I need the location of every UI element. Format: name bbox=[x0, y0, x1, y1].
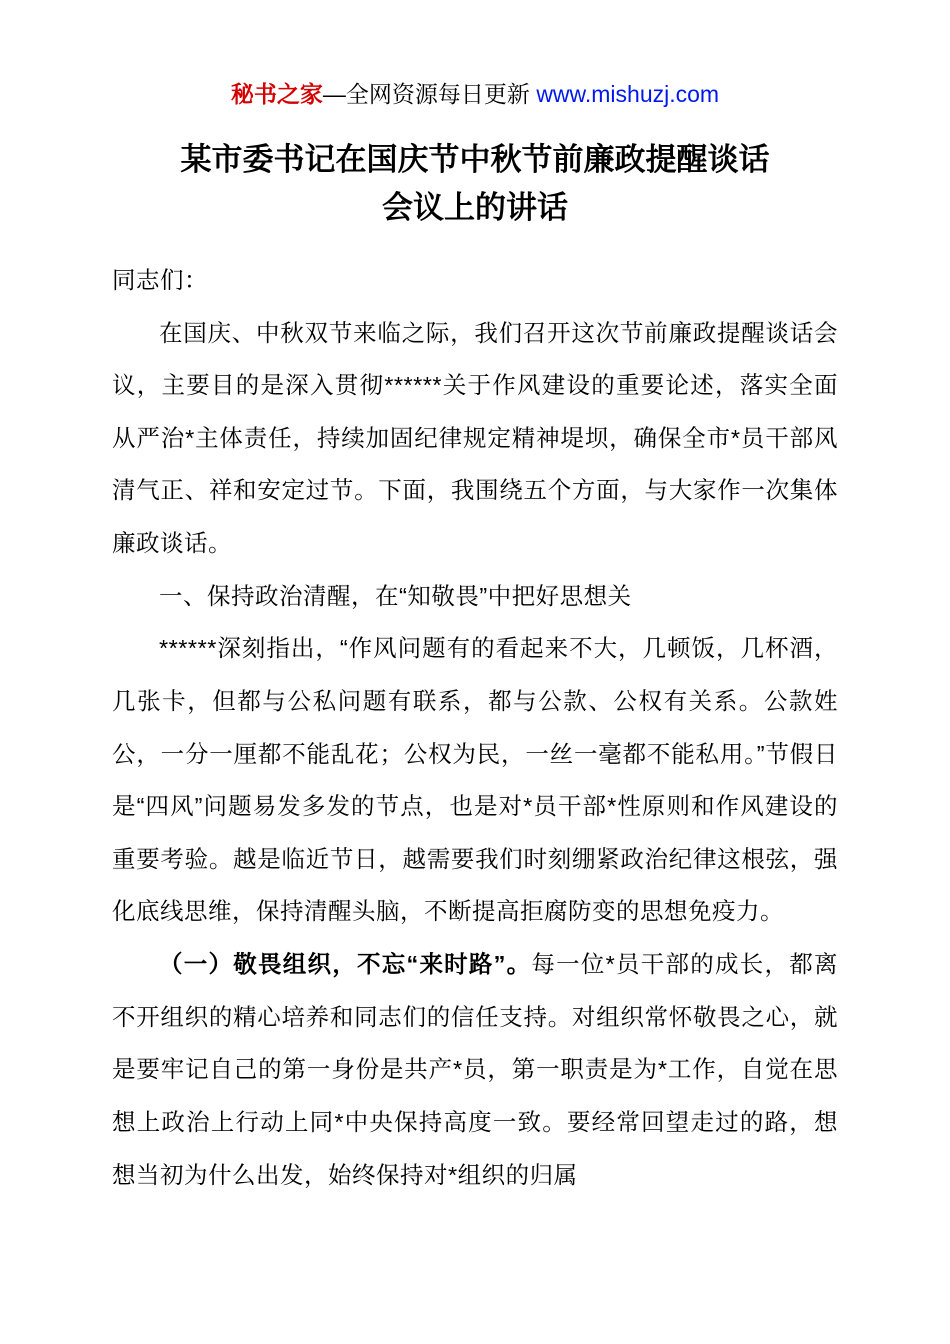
site-tagline: —全网资源每日更新 bbox=[322, 81, 537, 107]
subsection-1-lead: （一）敬畏组织，不忘“来时路”。 bbox=[159, 951, 532, 978]
document-title: 某市委书记在国庆节中秋节前廉政提醒谈话会议上的讲话 bbox=[180, 141, 770, 225]
site-header bbox=[112, 80, 838, 110]
paragraph-subsection-1 bbox=[112, 938, 838, 1201]
paragraph-quote: ******深刻指出，“作风问题有的看起来不大，几顿饭，几杯酒，几张卡，但都与公私问题有联系，都与公款、公权有关系。公款姓公，一分一厘都不能乱花；公权为民，一丝一毫都不能私用。”节假日是“四风”问题易发多发的节点，也是对*员干部*性原则和作风建设的重要考验。越是临近节日，越需要我们时刻绷紧政治纪律这根弦，强化底线思维，保持清醒头脑，不断提高拒腐防变的思想免疫力。 bbox=[112, 635, 838, 925]
paragraph-opening: 在国庆、中秋双节来临之际，我们召开这次节前廉政提醒谈话会议，主要目的是深入贯彻******关于作风建设的重要论述，落实全面从严治*主体责任，持续加固纪律规定精神堤坝，确保全市*员干部风清气正、祥和安定过节。下面，我围绕五个方面，与大家作一次集体廉政谈话。 bbox=[112, 319, 838, 557]
subsection-1-text: 每一位*员干部的成长，都离不开组织的精心培养和同志们的信任支持。对组织常怀敬畏之心，就是要牢记自己的第一身份是共产*员，第一职责是为*工作，自觉在思想上政治上行动上同*中央保持高度一致。要经常回望走过的路，想想当初为什么出发，始终保持对*组织的归属 bbox=[112, 951, 838, 1188]
salutation: 同志们： bbox=[112, 266, 208, 293]
section-heading-1: 一、保持政治清醒，在“知敬畏”中把好思想关 bbox=[159, 582, 632, 609]
site-name: 秘书之家 bbox=[230, 81, 323, 107]
site-url-link[interactable]: www.mishuzj.com bbox=[536, 81, 720, 107]
